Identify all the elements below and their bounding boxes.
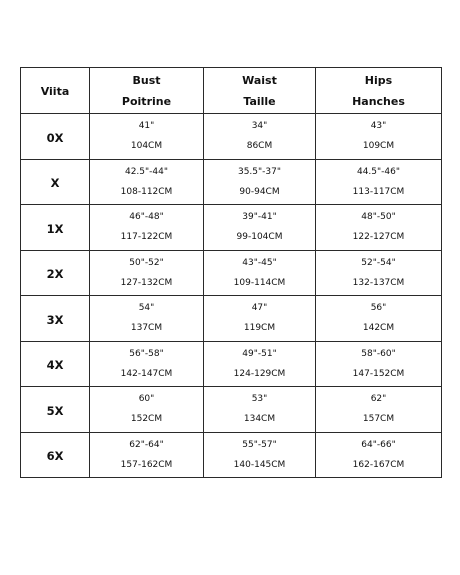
waist-cell <box>204 250 316 296</box>
waist-inches-value: 53" <box>251 394 268 405</box>
bust-cell <box>90 387 204 433</box>
bust-inches-value: 60" <box>138 394 155 405</box>
hips-inches-value: 48"-50" <box>361 212 396 223</box>
hips-cell <box>316 205 442 251</box>
hips-inches-value: 62" <box>370 394 387 405</box>
bust-cm-value: 117-122CM <box>120 232 173 243</box>
bust-inches-value: 50"-52" <box>129 257 164 268</box>
bust-inches-value: 54" <box>138 303 155 314</box>
bust-cell <box>90 341 204 387</box>
header-bust <box>90 68 204 114</box>
hips-inches-value: 64"-66" <box>361 439 396 450</box>
hips-cell <box>316 387 442 433</box>
header-waist <box>204 68 316 114</box>
header-hips-en: Hips <box>364 73 393 87</box>
table-row <box>21 432 442 478</box>
size-label: X <box>50 176 60 191</box>
bust-cell <box>90 432 204 478</box>
bust-cell <box>90 296 204 342</box>
size-cell <box>21 114 90 160</box>
hips-inches-value: 52"-54" <box>361 257 396 268</box>
bust-inches-value: 42.5"-44" <box>124 166 169 177</box>
size-label: 2X <box>46 267 64 282</box>
waist-inches-value: 43"-45" <box>242 257 277 268</box>
waist-cell <box>204 387 316 433</box>
waist-cell <box>204 296 316 342</box>
hips-inches-value: 43" <box>370 121 387 132</box>
hips-cell <box>316 114 442 160</box>
waist-cm-value: 119CM <box>243 323 276 334</box>
header-size <box>21 68 90 114</box>
hips-cm-value: 122-127CM <box>352 232 405 243</box>
header-bust-fr: Poitrine <box>121 94 172 108</box>
header-waist-en: Waist <box>242 73 277 87</box>
waist-inches-value: 55"-57" <box>242 439 277 450</box>
hips-cm-value: 113-117CM <box>352 186 405 197</box>
bust-cm-value: 142-147CM <box>120 368 173 379</box>
hips-cm-value: 157CM <box>362 414 395 425</box>
hips-cell <box>316 159 442 205</box>
waist-inches-value: 47" <box>251 303 268 314</box>
waist-inches-value: 39"-41" <box>242 212 277 223</box>
size-label: 3X <box>46 312 64 327</box>
header-hips <box>316 68 442 114</box>
header-bust-en: Bust <box>132 73 161 87</box>
table-row <box>21 387 442 433</box>
table-row <box>21 296 442 342</box>
hips-cm-value: 109CM <box>362 141 395 152</box>
header-waist-fr: Taille <box>243 94 276 108</box>
hips-cm-value: 162-167CM <box>352 459 405 470</box>
size-label: 5X <box>46 403 64 418</box>
table-row <box>21 341 442 387</box>
waist-cm-value: 86CM <box>246 141 273 152</box>
hips-cell <box>316 296 442 342</box>
bust-inches-value: 56"-58" <box>129 348 164 359</box>
size-cell <box>21 250 90 296</box>
size-cell <box>21 159 90 205</box>
waist-inches-value: 49"-51" <box>242 348 277 359</box>
size-label: 1X <box>46 221 64 236</box>
size-cell <box>21 205 90 251</box>
hips-cell <box>316 341 442 387</box>
table-row <box>21 114 442 160</box>
waist-inches-value: 35.5"-37" <box>237 166 282 177</box>
hips-inches-value: 56" <box>370 303 387 314</box>
hips-cell <box>316 250 442 296</box>
table-row <box>21 250 442 296</box>
size-label: 4X <box>46 358 64 373</box>
bust-inches-value: 46"-48" <box>129 212 164 223</box>
hips-cm-value: 147-152CM <box>352 368 405 379</box>
table-header-row <box>21 68 442 114</box>
bust-cell <box>90 205 204 251</box>
table-body <box>21 114 442 478</box>
bust-cm-value: 157-162CM <box>120 459 173 470</box>
size-cell <box>21 387 90 433</box>
bust-cell <box>90 159 204 205</box>
bust-cm-value: 137CM <box>130 323 163 334</box>
waist-cell <box>204 341 316 387</box>
size-cell <box>21 341 90 387</box>
header-hips-fr: Hanches <box>352 94 405 108</box>
waist-cm-value: 90-94CM <box>239 186 280 197</box>
size-cell <box>21 296 90 342</box>
size-chart-table <box>20 67 442 478</box>
waist-cm-value: 109-114CM <box>233 277 286 288</box>
waist-cell <box>204 432 316 478</box>
size-cell <box>21 432 90 478</box>
waist-inches-value: 34" <box>251 121 268 132</box>
hips-cell <box>316 432 442 478</box>
hips-inches-value: 58"-60" <box>361 348 396 359</box>
header-size-label: Viita <box>40 84 70 98</box>
bust-inches-value: 62"-64" <box>129 439 164 450</box>
bust-cm-value: 127-132CM <box>120 277 173 288</box>
bust-cm-value: 104CM <box>130 141 163 152</box>
bust-cell <box>90 114 204 160</box>
waist-cell <box>204 114 316 160</box>
table-row <box>21 205 442 251</box>
hips-cm-value: 142CM <box>362 323 395 334</box>
bust-cm-value: 108-112CM <box>120 186 173 197</box>
waist-cm-value: 134CM <box>243 414 276 425</box>
waist-cm-value: 124-129CM <box>233 368 286 379</box>
size-label: 6X <box>46 449 64 464</box>
waist-cell <box>204 159 316 205</box>
bust-cell <box>90 250 204 296</box>
hips-inches-value: 44.5"-46" <box>356 166 401 177</box>
hips-cm-value: 132-137CM <box>352 277 405 288</box>
size-label: 0X <box>46 130 64 145</box>
waist-cm-value: 140-145CM <box>233 459 286 470</box>
waist-cm-value: 99-104CM <box>236 232 283 243</box>
bust-inches-value: 41" <box>138 121 155 132</box>
waist-cell <box>204 205 316 251</box>
table-row <box>21 159 442 205</box>
bust-cm-value: 152CM <box>130 414 163 425</box>
